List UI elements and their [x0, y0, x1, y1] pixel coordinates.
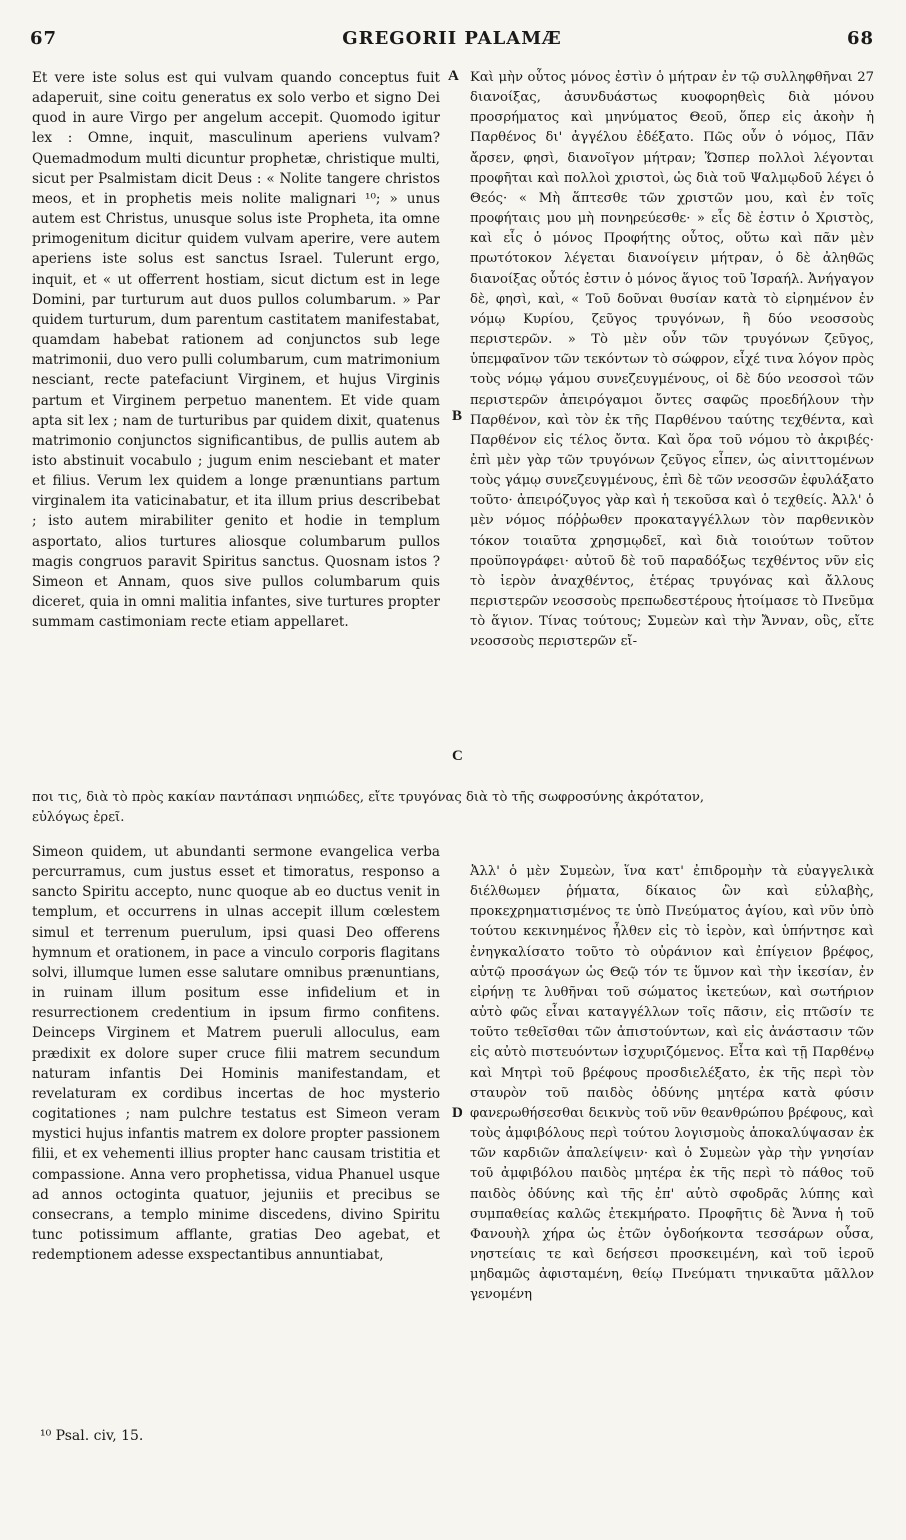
spanning-greek-line-end: εὐλόγως ἐρεῖ.: [32, 810, 125, 825]
spanning-greek-line: ποι τις, διὰ τὸ πρὸς κακίαν παντάπασι νηπιώδες, εἴτε τρυγόνας διὰ τὸ τῆς σωφροσύνης ἀκρότατον,: [32, 790, 705, 805]
section-marker-a: A: [448, 68, 459, 84]
greek-column-top: [470, 68, 874, 653]
latin-paragraph: Et vere iste solus est qui vulvam quando conceptus fuit adaperuit, sine coitu generatus ex solo verbo et signo Dei quod in aure Virgo per angelum accepit. Quomodo igitur lex : Omne, inquit, masculinum aperiens vulvam? Quemadmodum multi dicuntur prophetæ, christique multi, sicut per Psalmistam dicit Deus : « Nolite tangere christos meos, et in prophetis meis nolite malignari ¹⁰; » unus autem est Christus, unusque solus iste Propheta, ita omne primogenitum dicitur quidem vulvam aperire, vere autem aperiens iste solus est sanctus Israel. Tulerunt ergo, inquit, et « ut offerrent hostiam, sicut dictum est in lege Domini, par turturum aut duos pullos columbarum. » Par quidem turturum, dum parentum castitatem manifestabat, quamdam habebat rationem ad conjunctos sub lege matrimonii, duo vero pulli columbarum, cum matrimonium nesciant, recte patefaciunt Virginem, et hujus Virginis partum et Virginem perpetuo manentem. Et vide quam apta sit lex ; nam de turturibus par quidem dixit, quatenus matrimonio conjunctos significantibus, de pullis autem ab isto abstinuit vocabulo ; jugum enim nesciebant et mater et filius. Verum lex quidem a longe prænuntians partum virginalem ita vaticinabatur, et ita illum prius describebat ; isto autem mirabiliter genito et hodie in templum asportato, alios turtures aliosque columbarum pullos magis congruos paravit Spiritus sanctus. Quosnam istos ? Simeon et Annam, quos sive pullos columbarum quis diceret, quia in omni malitia infantes, sive turtures propter summam castimoniam recte etiam appellaret.: [32, 70, 440, 631]
page-number-left: 67: [30, 28, 58, 49]
section-marker-c: C: [452, 748, 463, 764]
page-header: [30, 28, 874, 60]
latin-column-top: [32, 68, 440, 632]
latin-column-bottom: [32, 842, 440, 1265]
section-marker-d: D: [452, 1105, 463, 1121]
greek-paragraph: Καὶ μὴν οὗτος μόνος ἐστὶν ὁ μήτραν ἐν τῷ συλληφθῆναι 27 διανοίξας, ἀσυνδυάστως κυοφορηθεὶς διὰ μόνου προσρήματος καὶ μηνύματος Θεοῦ, ὅπερ εἰς ἀκοὴν ἡ Παρθένος δι' ἀγγέλου ἐδέξατο. Πῶς οὖν ὁ νόμος, Πᾶν ἄρσεν, φησὶ, διανοῖγον μήτραν; Ὥσπερ πολλοὶ λέγονται προφῆται καὶ πολλοὶ χριστοὶ, ὡς διὰ τοῦ Ψαλμῳδοῦ λέγει ὁ Θεός· « Μὴ ἅπτεσθε τῶν χριστῶν μου, καὶ ἐν τοῖς προφήταις μου μὴ πονηρεύεσθε· » εἷς δὲ ἐστιν ὁ Χριστὸς, καὶ εἷς ὁ μόνος Προφήτης οὗτος, οὕτω καὶ πᾶν μὲν πρωτότοκον λέγεται διανοίγειν μήτραν, ὁ δὲ ἀληθῶς διανοίξας οὗτός ἐστιν ὁ μόνος ἅγιος τοῦ Ἰσραήλ. Ἀνήγαγον δὲ, φησὶ, καὶ, « Τοῦ δοῦναι θυσίαν κατὰ τὸ εἰρημένον ἐν νόμῳ Κυρίου, ζεῦγος τρυγόνων, ἢ δύο νεοσσοὺς περιστερῶν. » Τὸ μὲν οὖν τῶν τρυγόνων ζεῦγος, ὑπεμφαῖνον τῶν τεκόντων τὸ σώφρον, εἶχέ τινα λόγον πρὸς τοὺς νόμῳ γάμου συνεζευγμένους, οἱ δὲ δύο νεοσσοὶ τῶν περιστερῶν ἀπειρόγαμοι ὄντες σαφῶς προεδήλουν τὴν Παρθένον, καὶ τὸν ἐκ τῆς Παρθένου ταύτης τεχθέντα, καὶ Παρθένον εἰς τέλος ὄντα. Καὶ ὅρα τοῦ νόμου τὸ ἀκριβές· ἐπὶ μὲν γὰρ τῶν τρυγόνων ζεῦγος εἶπεν, ὡς αἰνιττομένων τοὺς γάμῳ συνεζευγμένους, ἐπὶ δὲ τῶν νεοσσῶν ἐφυλάξατο τοῦτο· ἀπειρόζυγος γὰρ καὶ ἡ τεκοῦσα καὶ ὁ τεχθείς. Ἀλλ' ὁ μὲν νόμος πόῤῥωθεν προκαταγγέλλων τὸν παρθενικὸν τόκον τοιαῦτα χρησμῳδεῖ, καὶ διὰ τοιούτων τοῦτον προϋπογράφει· αὐτοῦ δὲ τοῦ παραδόξως τεχθέντος νῦν εἰς τὸ ἱερὸν ἀναχθέντος, ἑτέρας τρυγόνας καὶ ἄλλους περιστερῶν νεοσσοὺς πρεπωδεστέρους ἡτοίμασε τὸ Πνεῦμα τὸ ἅγιον. Τίνας τούτους; Συμεὼν καὶ τὴν Ἄνναν, οὓς, εἴτε νεοσσοὺς περιστερῶν εἴ-: [470, 70, 874, 650]
page-number-right: 68: [846, 28, 874, 49]
running-title: GREGORII PALAMÆ: [342, 28, 562, 49]
greek-paragraph: Ἀλλ' ὁ μὲν Συμεὼν, ἵνα κατ' ἐπιδρομὴν τὰ εὐαγγελικὰ διέλθωμεν ῥήματα, δίκαιος ὢν καὶ εὐλαβὴς, προκεχρηματισμένος τε ὑπὸ Πνεύματος ἁγίου, καὶ νῦν ὑπὸ τούτου κεκινημένος ἦλθεν εἰς τὸ ἱερὸν, καὶ ὑπήντησε καὶ ἐνηγκαλίσατο τοῦτο τὸ οὐράνιον καὶ ἐπίγειον βρέφος, αὐτῷ προσάγων ὡς Θεῷ τόν τε ὕμνον καὶ τὴν ἱκεσίαν, ἐν εἰρήνῃ τε λυθῆναι τοῦ σώματος ἱκετεύων, καὶ σωτήριον αὐτὸ φῶς εἶναι καταγγέλλων τοῖς πᾶσιν, εἰς πτῶσίν τε τοῦτο τεθεῖσθαι τῶν ἀπιστούντων, καὶ εἰς ἀνάστασιν τῶν εἰς αὐτὸ πιστευόντων ἰσχυριζόμενος. Εἶτα καὶ τῇ Παρθένῳ καὶ Μητρὶ τοῦ βρέφους προσδιελέξατο, ἐκ τῆς περὶ τὸν σταυρὸν τοῦ παιδὸς ὀδύνης μητέρα κατὰ φύσιν φανερωθήσεσθαι δεικνὺς τοῦ νῦν θεανθρώπου βρέφους, καὶ τοὺς ἀμφιβόλους περὶ τούτου λογισμοὺς ἀποκαλύψασαν ἐκ τῶν καρδιῶν ἀπαλείψειν· καὶ ὁ Συμεὼν γὰρ τὴν γνησίαν τοῦ ἀμφιβόλου παιδὸς μητέρα ἐκ τῆς περὶ τὸ πάθος τοῦ παιδὸς ὀδύνης καὶ τῆς ἐπ' αὐτὸ σφοδρᾶς λύπης καὶ συμπαθείας καλῶς ἐτεκμήρατο. Προφῆτις δὲ Ἄννα ἡ τοῦ Φανουὴλ χήρα ὡς ἐτῶν ὀγδοήκοντα τεσσάρων οὖσα, νηστείαις τε καὶ δεήσεσι προσκειμένη, καὶ τοῦ ἱεροῦ μηδαμῶς ἀφισταμένη, θείῳ Πνεύματι τηνικαῦτα μᾶλλον γενομένη: [470, 864, 874, 1303]
footnote: ¹⁰ Psal. civ, 15.: [40, 1428, 144, 1444]
greek-column-bottom: [470, 862, 874, 1305]
latin-paragraph: Simeon quidem, ut abundanti sermone evangelica verba percurramus, cum justus esset et timoratus, responso a sancto Spiritu accepto, nunc quoque ab eo ductus venit in templum, et occurrens in ulnas accepit illum cœlestem simul et terrenum puerulum, ipsi quasi Deo offerens hymnum et orationem, in pace a vinculo corporis flagitans solvi, illumque lumen esse salutare omnibus prænuntians, in ruinam illum positum esse infidelium et in resurrectionem credentium in ipsum firmo confitens. Deinceps Virginem et Matrem pueruli alloculus, eam prædixit ex dolore super cruce filii matrem secundum naturam infantis Dei Hominis manifestandam, et revelaturam ex cordibus incertas de hoc mysterio cogitationes ; nam pulchre testatus est Simeon veram mystici hujus infantis matrem ex dolore propter passionem filii, et ex vehementi illius propter hanc causam tristitia et compassione. Anna vero prophetissa, vidua Phanuel usque ad annos octoginta quatuor, jejuniis et precibus se consecrans, a templo minime discedens, divino Spiritu tunc potissimum afflante, gratias Deo agebat, et redemptionem adesse exspectantibus annuntiabat,: [32, 844, 440, 1264]
section-marker-b: B: [452, 408, 463, 424]
